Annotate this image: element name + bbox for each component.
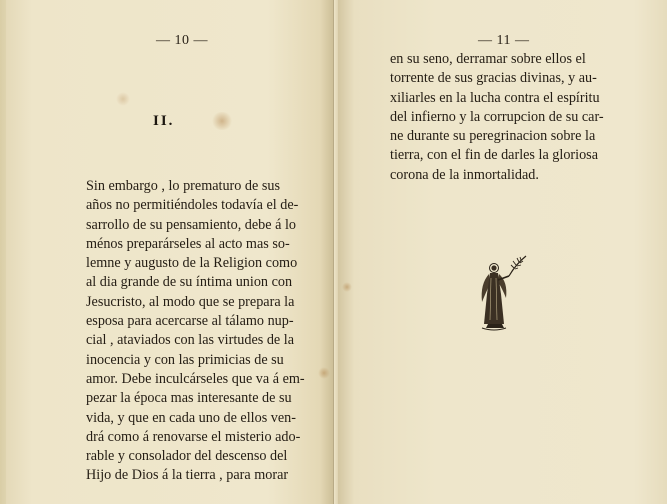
text-line: tierra, con el fin de darles la gloriosa bbox=[390, 147, 598, 164]
text-line: rable y consolador del descenso del bbox=[86, 448, 288, 465]
text-line: drá como á renovarse el misterio ado- bbox=[86, 428, 301, 445]
text-line: ne durante su peregrinacion sobre la bbox=[390, 128, 596, 145]
right-page bbox=[338, 0, 667, 504]
text-line: xiliarles en la lucha contra el espíritu bbox=[390, 89, 600, 106]
text-line: del infierno y la corrupcion de su car- bbox=[390, 108, 604, 125]
text-line: amor. Debe inculcárseles que va á em- bbox=[86, 370, 305, 387]
text-line: al dia grande de su íntima union con bbox=[86, 274, 293, 291]
text-line: esposa para acercarse al tálamo nup- bbox=[86, 313, 294, 330]
foxing-stain bbox=[211, 112, 233, 130]
foxing-stain bbox=[116, 92, 130, 106]
text-line: corona de la inmortalidad. bbox=[390, 166, 539, 183]
section-heading: II. bbox=[153, 113, 175, 129]
page-number-left: — 10 — bbox=[156, 33, 208, 48]
text-line: Sin embargo , lo prematuro de sus bbox=[86, 178, 280, 194]
left-page-body bbox=[86, 177, 305, 486]
text-line: pezar la época mas interesante de su bbox=[86, 390, 292, 407]
text-line: torrente de sus gracias divinas, y au- bbox=[390, 70, 597, 87]
text-line: inocencia y con las primicias de su bbox=[86, 351, 284, 368]
left-page bbox=[6, 0, 334, 504]
page-number-right: — 11 — bbox=[478, 33, 530, 48]
text-line: años no permitiéndoles todavía el de- bbox=[86, 197, 299, 214]
right-page-body bbox=[390, 50, 646, 185]
text-line: Jesucristo, al modo que se prepara la bbox=[86, 293, 295, 310]
text-line: ménos preparárseles al acto mas so- bbox=[86, 235, 290, 252]
angel-with-palm-icon bbox=[476, 254, 532, 332]
text-line: en su seno, derramar sobre ellos el bbox=[390, 51, 586, 67]
foxing-stain bbox=[318, 367, 330, 379]
text-line: Hijo de Dios á la tierra , para morar bbox=[86, 467, 289, 484]
foxing-stain bbox=[342, 282, 352, 292]
text-line: sarrollo de su pensamiento, debe á lo bbox=[86, 216, 296, 233]
text-line: lemne y augusto de la Religion como bbox=[86, 255, 298, 272]
text-line: cial , ataviados con las virtudes de la bbox=[86, 332, 295, 349]
text-line: vida, y que en cada uno de ellos ven- bbox=[86, 409, 296, 426]
